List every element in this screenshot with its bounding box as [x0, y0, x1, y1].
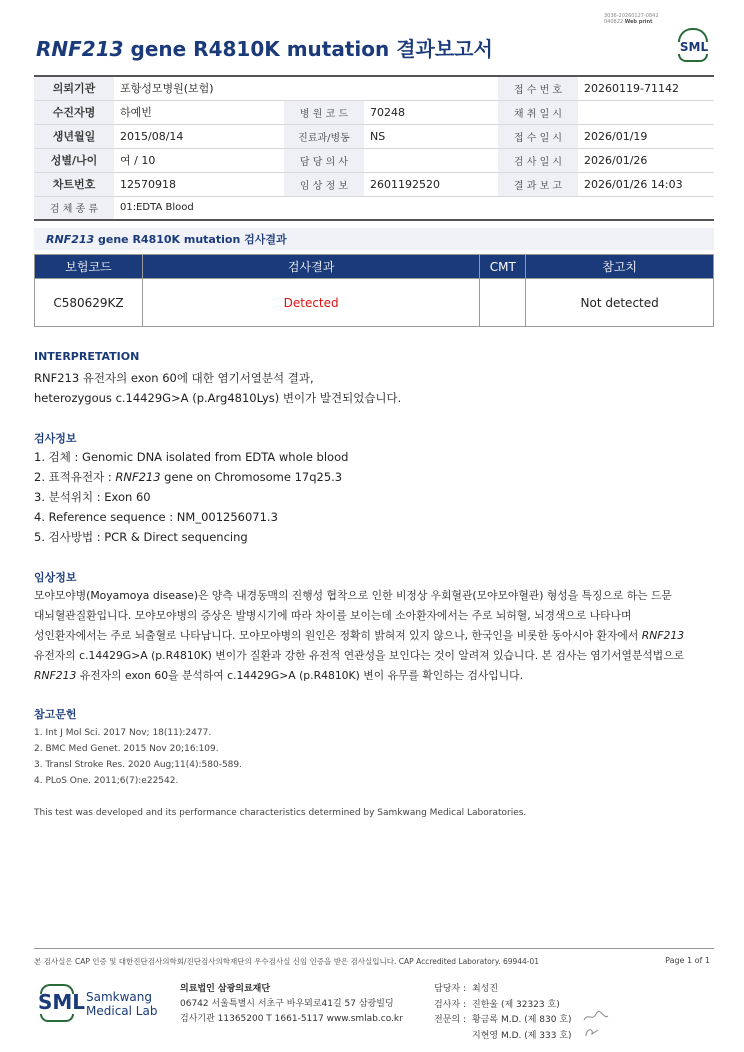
info-label: 생년월일: [34, 124, 114, 148]
reference-item: 1. Int J Mol Sci. 2017 Nov; 18(11):2477.: [34, 728, 212, 738]
reference-item: 2. BMC Med Genet. 2015 Nov 20;16:109.: [34, 744, 219, 754]
org-address: 06742 서울특별시 서초구 바우뫼로41길 57 삼광빌딩: [180, 999, 394, 1009]
clinical-line: 유전자의 c.14429G>A (p.R4810K) 변이가 질환과 강한 유전적 연관성을 보인다는 것이 알려져 있습니다. 본 검사는 염기서열분석법으로: [34, 649, 685, 662]
result-title-text: gene R4810K mutation 검사결과: [94, 233, 287, 246]
info-row: [34, 124, 714, 148]
info-label: 의뢰기관: [34, 76, 114, 100]
logo-name-line: Samkwang: [86, 990, 152, 1004]
info-label: 임 상 정 보: [284, 172, 364, 196]
reference-value: Not detected: [526, 279, 714, 327]
column-header: 보험코드: [35, 255, 143, 279]
info-value: 2601192520: [364, 172, 498, 196]
info-value: 2026/01/26: [578, 148, 714, 172]
interpretation-text: [34, 368, 401, 408]
info-label: 수진자명: [34, 100, 114, 124]
info-label: 검 사 일 시: [498, 148, 578, 172]
staff-row: [428, 982, 572, 998]
logo-text: SML: [679, 40, 709, 54]
info-value: 2015/08/14: [114, 124, 284, 148]
certification-note: 본 검사실은 CAP 인증 및 대한진단검사의학회/진단검사의학재단의 우수검사실 신임 인증을 받은 검사실입니다. CAP Accredited Laboratory. 69944-01: [34, 957, 540, 966]
info-value: 12570918: [114, 172, 284, 196]
patient-info-table: [34, 75, 714, 221]
reference-item: 4. PLoS One. 2011;6(7):e22542.: [34, 776, 179, 786]
info-value: NS: [364, 124, 498, 148]
clinical-gene: RNF213: [34, 669, 77, 682]
page-number: Page 1 of 1: [665, 956, 710, 965]
clinical-heading: 임상정보: [34, 571, 77, 584]
insurance-code: C580629KZ: [35, 279, 143, 327]
info-label: 결 과 보 고: [498, 172, 578, 196]
result-row: [35, 279, 714, 327]
interpretation-line: RNF213 유전자의 exon 60에 대한 염기서열분석 결과,: [34, 371, 314, 385]
result-header-row: [35, 255, 714, 279]
page-title: [36, 33, 493, 62]
info-value: 2026/01/26 14:03: [578, 172, 714, 196]
test-info-heading: 검사정보: [34, 432, 77, 445]
clinical-line: 모야모야병(Moyamoya disease)은 양측 내경동맥의 진행성 협착으로 인한 비정상 우회혈관(모야모야혈관) 형성을 특징으로 하는 드문: [34, 589, 672, 602]
staff-role: 전문의 :: [434, 1015, 466, 1025]
sml-logo: [674, 28, 714, 62]
info-row: [34, 100, 714, 124]
document-code-line2: [604, 19, 659, 25]
info-label: 채 취 일 시: [498, 100, 578, 124]
footer-divider: [34, 948, 714, 949]
cmt-value: [480, 279, 526, 327]
result-table: [34, 254, 714, 327]
clinical-line-text: 성인환자에서는 주로 뇌출혈로 나타납니다. 모야모야병의 원인은 정확히 밝혀져 있지 않으나, 한국인을 비롯한 동아시아 환자에서: [34, 629, 642, 642]
test-info-item: 3. 분석위치 : Exon 60: [34, 490, 151, 504]
logo-text: SML: [38, 990, 86, 1014]
samkwang-logo: [38, 980, 158, 1024]
staff-name: 진한울 (제 32323 호): [472, 999, 560, 1010]
info-value: [578, 100, 714, 124]
column-header: 참고치: [526, 255, 714, 279]
document-code-line1: 3036-20260127-0842: [604, 13, 659, 19]
clinical-line: 대뇌혈관질환입니다. 모야모야병의 증상은 발병시기에 따라 차이를 보이는데 소아환자에서는 주로 뇌허혈, 뇌경색으로 나타나며: [34, 609, 632, 622]
test-info-item: 4. Reference sequence : NM_001256071.3: [34, 510, 278, 524]
specimen-label: 검 체 종 류: [34, 196, 114, 220]
info-label: 병 원 코 드: [284, 100, 364, 124]
info-value: 70248: [364, 100, 498, 124]
interpretation-line: heterozygous c.14429G>A (p.Arg4810Lys) 변이가 발견되었습니다.: [34, 391, 402, 405]
org-contact: 검사기관 11365200 T 1661-5117 www.smlab.co.kr: [180, 1014, 403, 1024]
staff-row: [428, 1013, 572, 1029]
staff-name: 최성진: [472, 984, 499, 994]
logo-arc-bottom: [678, 54, 708, 62]
organization-info: [180, 982, 403, 1027]
signature-mark: [582, 1010, 610, 1024]
disclaimer: This test was developed and its performance characteristics determined by Samkwang Medical Laboratories.: [34, 808, 527, 818]
clinical-gene: RNF213: [641, 629, 685, 642]
test-info-item: [34, 467, 348, 487]
info-value: 하예빈: [114, 100, 284, 124]
test-result: Detected: [142, 279, 479, 327]
info-label: 접 수 번 호: [498, 76, 578, 100]
web-print-label: Web print: [624, 19, 653, 25]
clinical-line: [34, 626, 684, 646]
test-info-item: 5. 검사방법 : PCR & Direct sequencing: [34, 530, 248, 544]
staff-row: [428, 1029, 572, 1045]
info-row-specimen: [34, 196, 714, 220]
info-value: 여 / 10: [114, 148, 284, 172]
staff-list: [428, 982, 572, 1044]
clinical-line: [34, 666, 684, 686]
info-label: 접 수 일 시: [498, 124, 578, 148]
info-value: 2026/01/19: [578, 124, 714, 148]
info-row: [34, 172, 714, 196]
info-value: 포항성모병원(보험): [114, 76, 284, 100]
signature-mark: [582, 1026, 602, 1040]
info-value: 20260119-71142: [578, 76, 714, 100]
staff-name: 황금록 M.D. (제 830 호): [472, 1015, 572, 1025]
staff-role: [428, 1029, 466, 1045]
document-code: [604, 13, 659, 25]
result-title-gene: RNF213: [46, 233, 95, 246]
info-label: 진료과/병동: [284, 124, 364, 148]
column-header: 검사결과: [142, 255, 479, 279]
test-info-item-label: 2. 표적유전자 :: [34, 470, 116, 484]
info-label: 성별/나이: [34, 148, 114, 172]
references-list: [34, 725, 242, 789]
target-gene: RNF213: [115, 470, 161, 484]
specimen-value: 01:EDTA Blood: [114, 196, 714, 220]
document-code-number: 040822: [604, 19, 624, 25]
info-row: [34, 76, 714, 100]
interpretation-heading: INTERPRETATION: [34, 350, 140, 363]
staff-role: 담당자 :: [434, 984, 466, 994]
result-section-title: [34, 228, 714, 250]
org-name: 의료법인 삼광의료재단: [180, 984, 271, 994]
reference-item: 3. Transl Stroke Res. 2020 Aug;11(4):580-589.: [34, 760, 242, 770]
staff-name: 지현영 M.D. (제 333 호): [472, 1030, 572, 1041]
info-label: 담 당 의 사: [284, 148, 364, 172]
title-text: gene R4810K mutation 결과보고서: [123, 37, 493, 61]
info-value: [364, 148, 498, 172]
staff-role: 검사자 :: [434, 999, 466, 1010]
references-heading: 참고문헌: [34, 708, 77, 721]
logo-name: [86, 990, 157, 1018]
clinical-text: [34, 586, 684, 686]
info-row: [34, 148, 714, 172]
column-header: CMT: [480, 255, 526, 279]
test-info-item-text: gene on Chromosome 17q25.3: [160, 470, 343, 484]
test-info-item: 1. 검체 : Genomic DNA isolated from EDTA whole blood: [34, 450, 349, 464]
test-info-list: [34, 447, 348, 547]
staff-row: [428, 998, 572, 1014]
clinical-line-text: 유전자의 exon 60을 분석하여 c.14429G>A (p.R4810K) 변이 유무를 확인하는 검사입니다.: [76, 669, 524, 682]
logo-arc-bottom: [40, 1014, 74, 1022]
title-gene: RNF213: [36, 37, 124, 61]
logo-name-line: Medical Lab: [86, 1004, 158, 1018]
info-label: 차트번호: [34, 172, 114, 196]
